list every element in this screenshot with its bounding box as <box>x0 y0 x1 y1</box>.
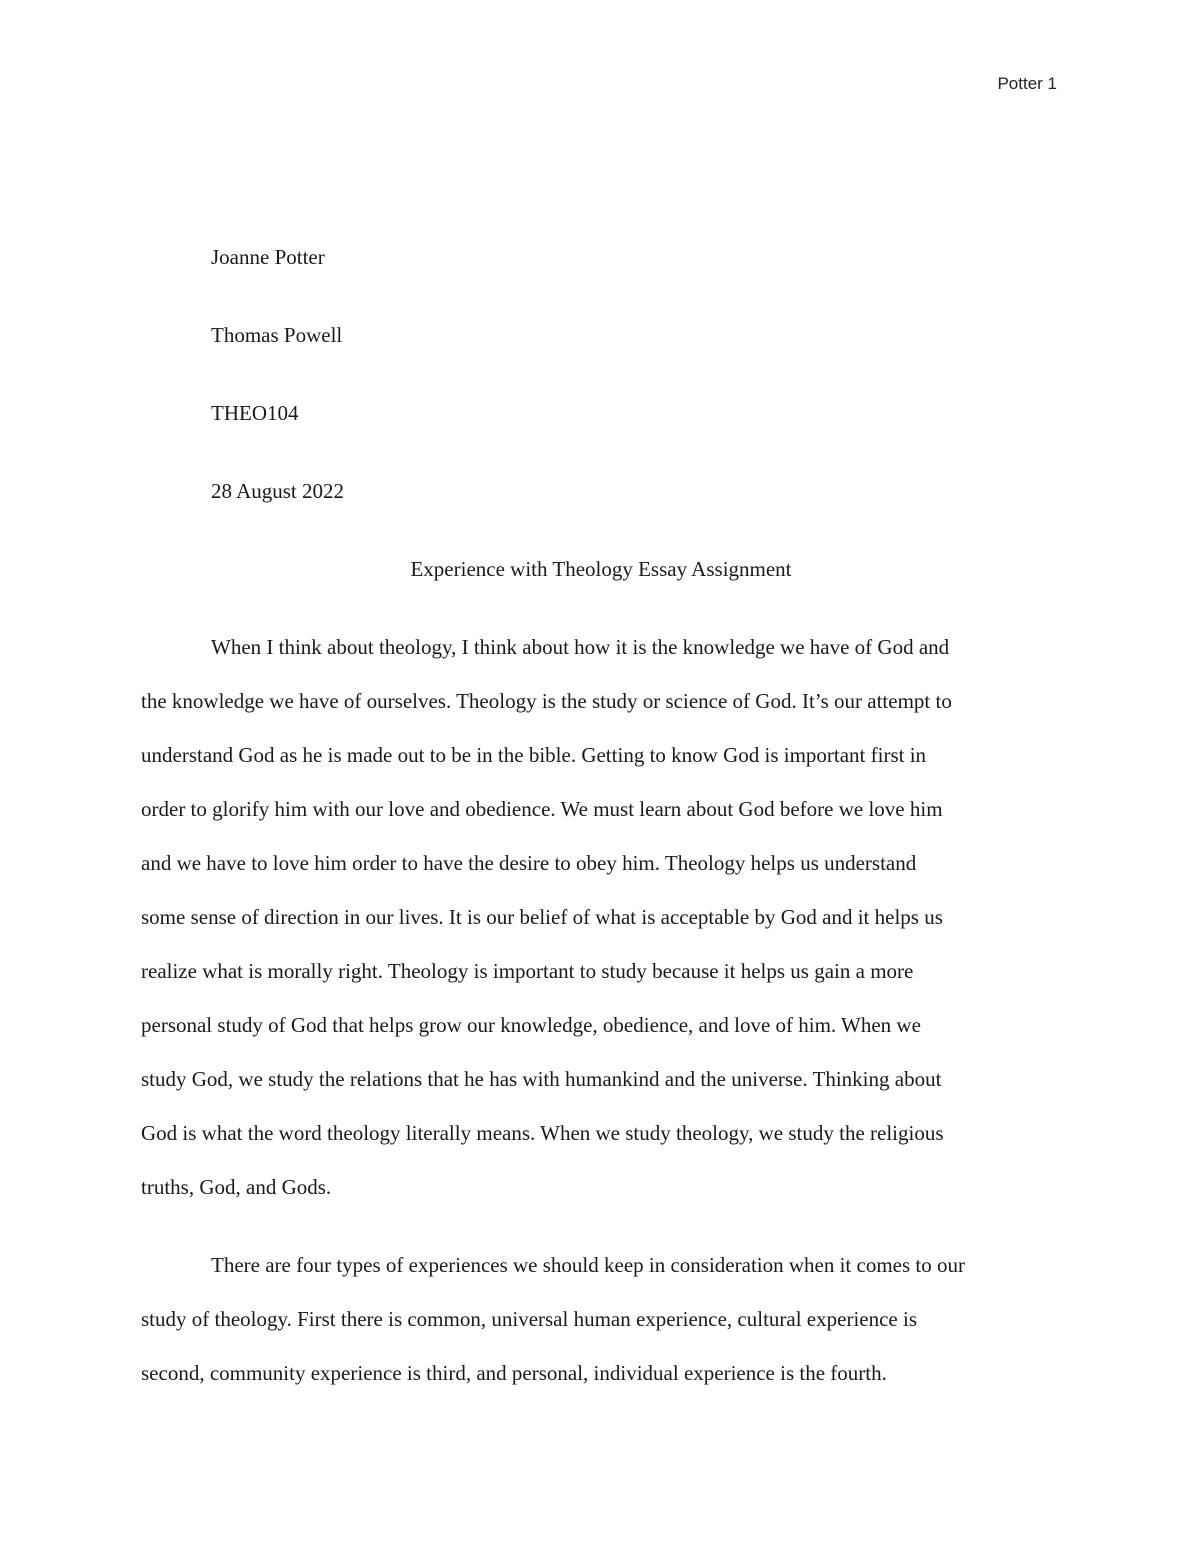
running-head: Potter 1 <box>997 74 1057 93</box>
paragraph-line: order to glorify him with our love and obedience. We must learn about God before we love him <box>141 797 943 821</box>
paragraph-line: There are four types of experiences we should keep in consideration when it comes to our <box>211 1253 965 1277</box>
instructor-name: Thomas Powell <box>211 323 343 347</box>
paragraph-line: truths, God, and Gods. <box>141 1175 332 1199</box>
paragraph-line: When I think about theology, I think about how it is the knowledge we have of God and <box>211 635 950 659</box>
course-code: THEO104 <box>211 401 299 425</box>
paragraph-1 <box>141 620 1061 1214</box>
student-name: Joanne Potter <box>211 245 325 269</box>
essay-body <box>141 230 1061 1400</box>
paragraph-line: and we have to love him order to have the desire to obey him. Theology helps us understand <box>141 851 917 875</box>
paragraph-line: realize what is morally right. Theology is important to study because it helps us gain a more <box>141 959 914 983</box>
essay-title: Experience with Theology Essay Assignment <box>410 557 792 581</box>
essay-date: 28 August 2022 <box>211 479 345 503</box>
paragraph-line: the knowledge we have of ourselves. Theology is the study or science of God. It’s our attempt to <box>141 689 952 713</box>
paragraph-line: study of theology. First there is common, universal human experience, cultural experience is <box>141 1307 917 1331</box>
paragraph-line: second, community experience is third, and personal, individual experience is the fourth. <box>141 1361 887 1385</box>
paragraph-line: some sense of direction in our lives. It is our belief of what is acceptable by God and it helps us <box>141 905 943 929</box>
paragraph-line: understand God as he is made out to be in the bible. Getting to know God is important first in <box>141 743 927 767</box>
paragraph-line: personal study of God that helps grow our knowledge, obedience, and love of him. When we <box>141 1013 921 1037</box>
paragraph-line: God is what the word theology literally means. When we study theology, we study the religious <box>141 1121 944 1145</box>
paragraph-line: study God, we study the relations that he has with humankind and the universe. Thinking about <box>141 1067 942 1091</box>
paragraph-2 <box>141 1238 1061 1400</box>
